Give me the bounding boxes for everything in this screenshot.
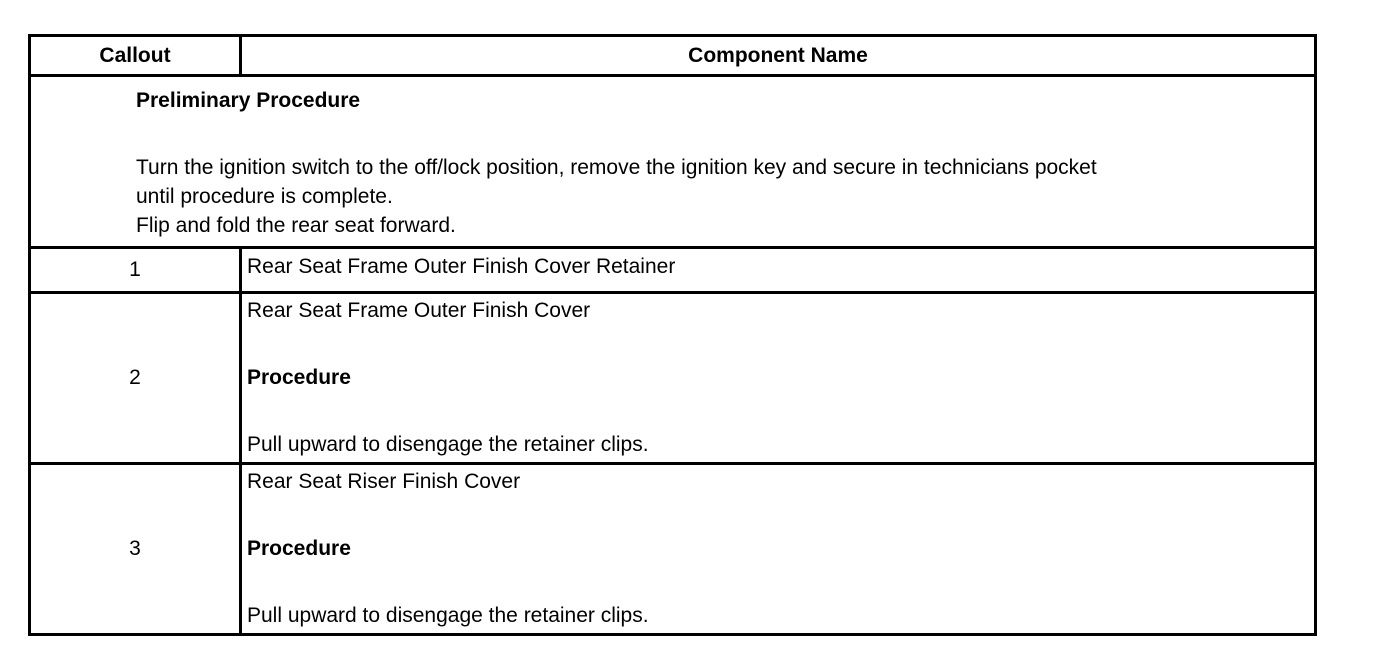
procedure-text: Pull upward to disengage the retainer clips. (247, 433, 649, 456)
component-name: Rear Seat Frame Outer Finish Cover (247, 299, 591, 322)
preliminary-row (30, 76, 1316, 248)
component-cell (241, 293, 1316, 464)
preliminary-line-1: Turn the ignition switch to the off/lock position, remove the ignition key and secure in technicians pocket (136, 156, 1097, 179)
procedure-title: Procedure (247, 537, 351, 560)
table-row (30, 464, 1316, 635)
component-name: Rear Seat Frame Outer Finish Cover Retainer (241, 248, 1316, 293)
callout-number: 1 (30, 248, 241, 293)
preliminary-cell (30, 76, 1316, 248)
procedure-text: Pull upward to disengage the retainer clips. (247, 604, 649, 627)
preliminary-title: Preliminary Procedure (136, 89, 361, 112)
preliminary-line-2: until procedure is complete. (136, 185, 393, 208)
table-row (30, 248, 1316, 293)
preliminary-line-3: Flip and fold the rear seat forward. (136, 214, 456, 237)
callout-number: 2 (30, 293, 241, 464)
header-callout: Callout (30, 36, 241, 76)
table-row (30, 293, 1316, 464)
procedure-title: Procedure (247, 366, 351, 389)
callout-number: 3 (30, 464, 241, 635)
header-row (30, 36, 1316, 76)
component-cell (241, 464, 1316, 635)
header-component-name: Component Name (241, 36, 1316, 76)
component-name: Rear Seat Riser Finish Cover (247, 470, 521, 493)
procedure-table (28, 34, 1317, 636)
